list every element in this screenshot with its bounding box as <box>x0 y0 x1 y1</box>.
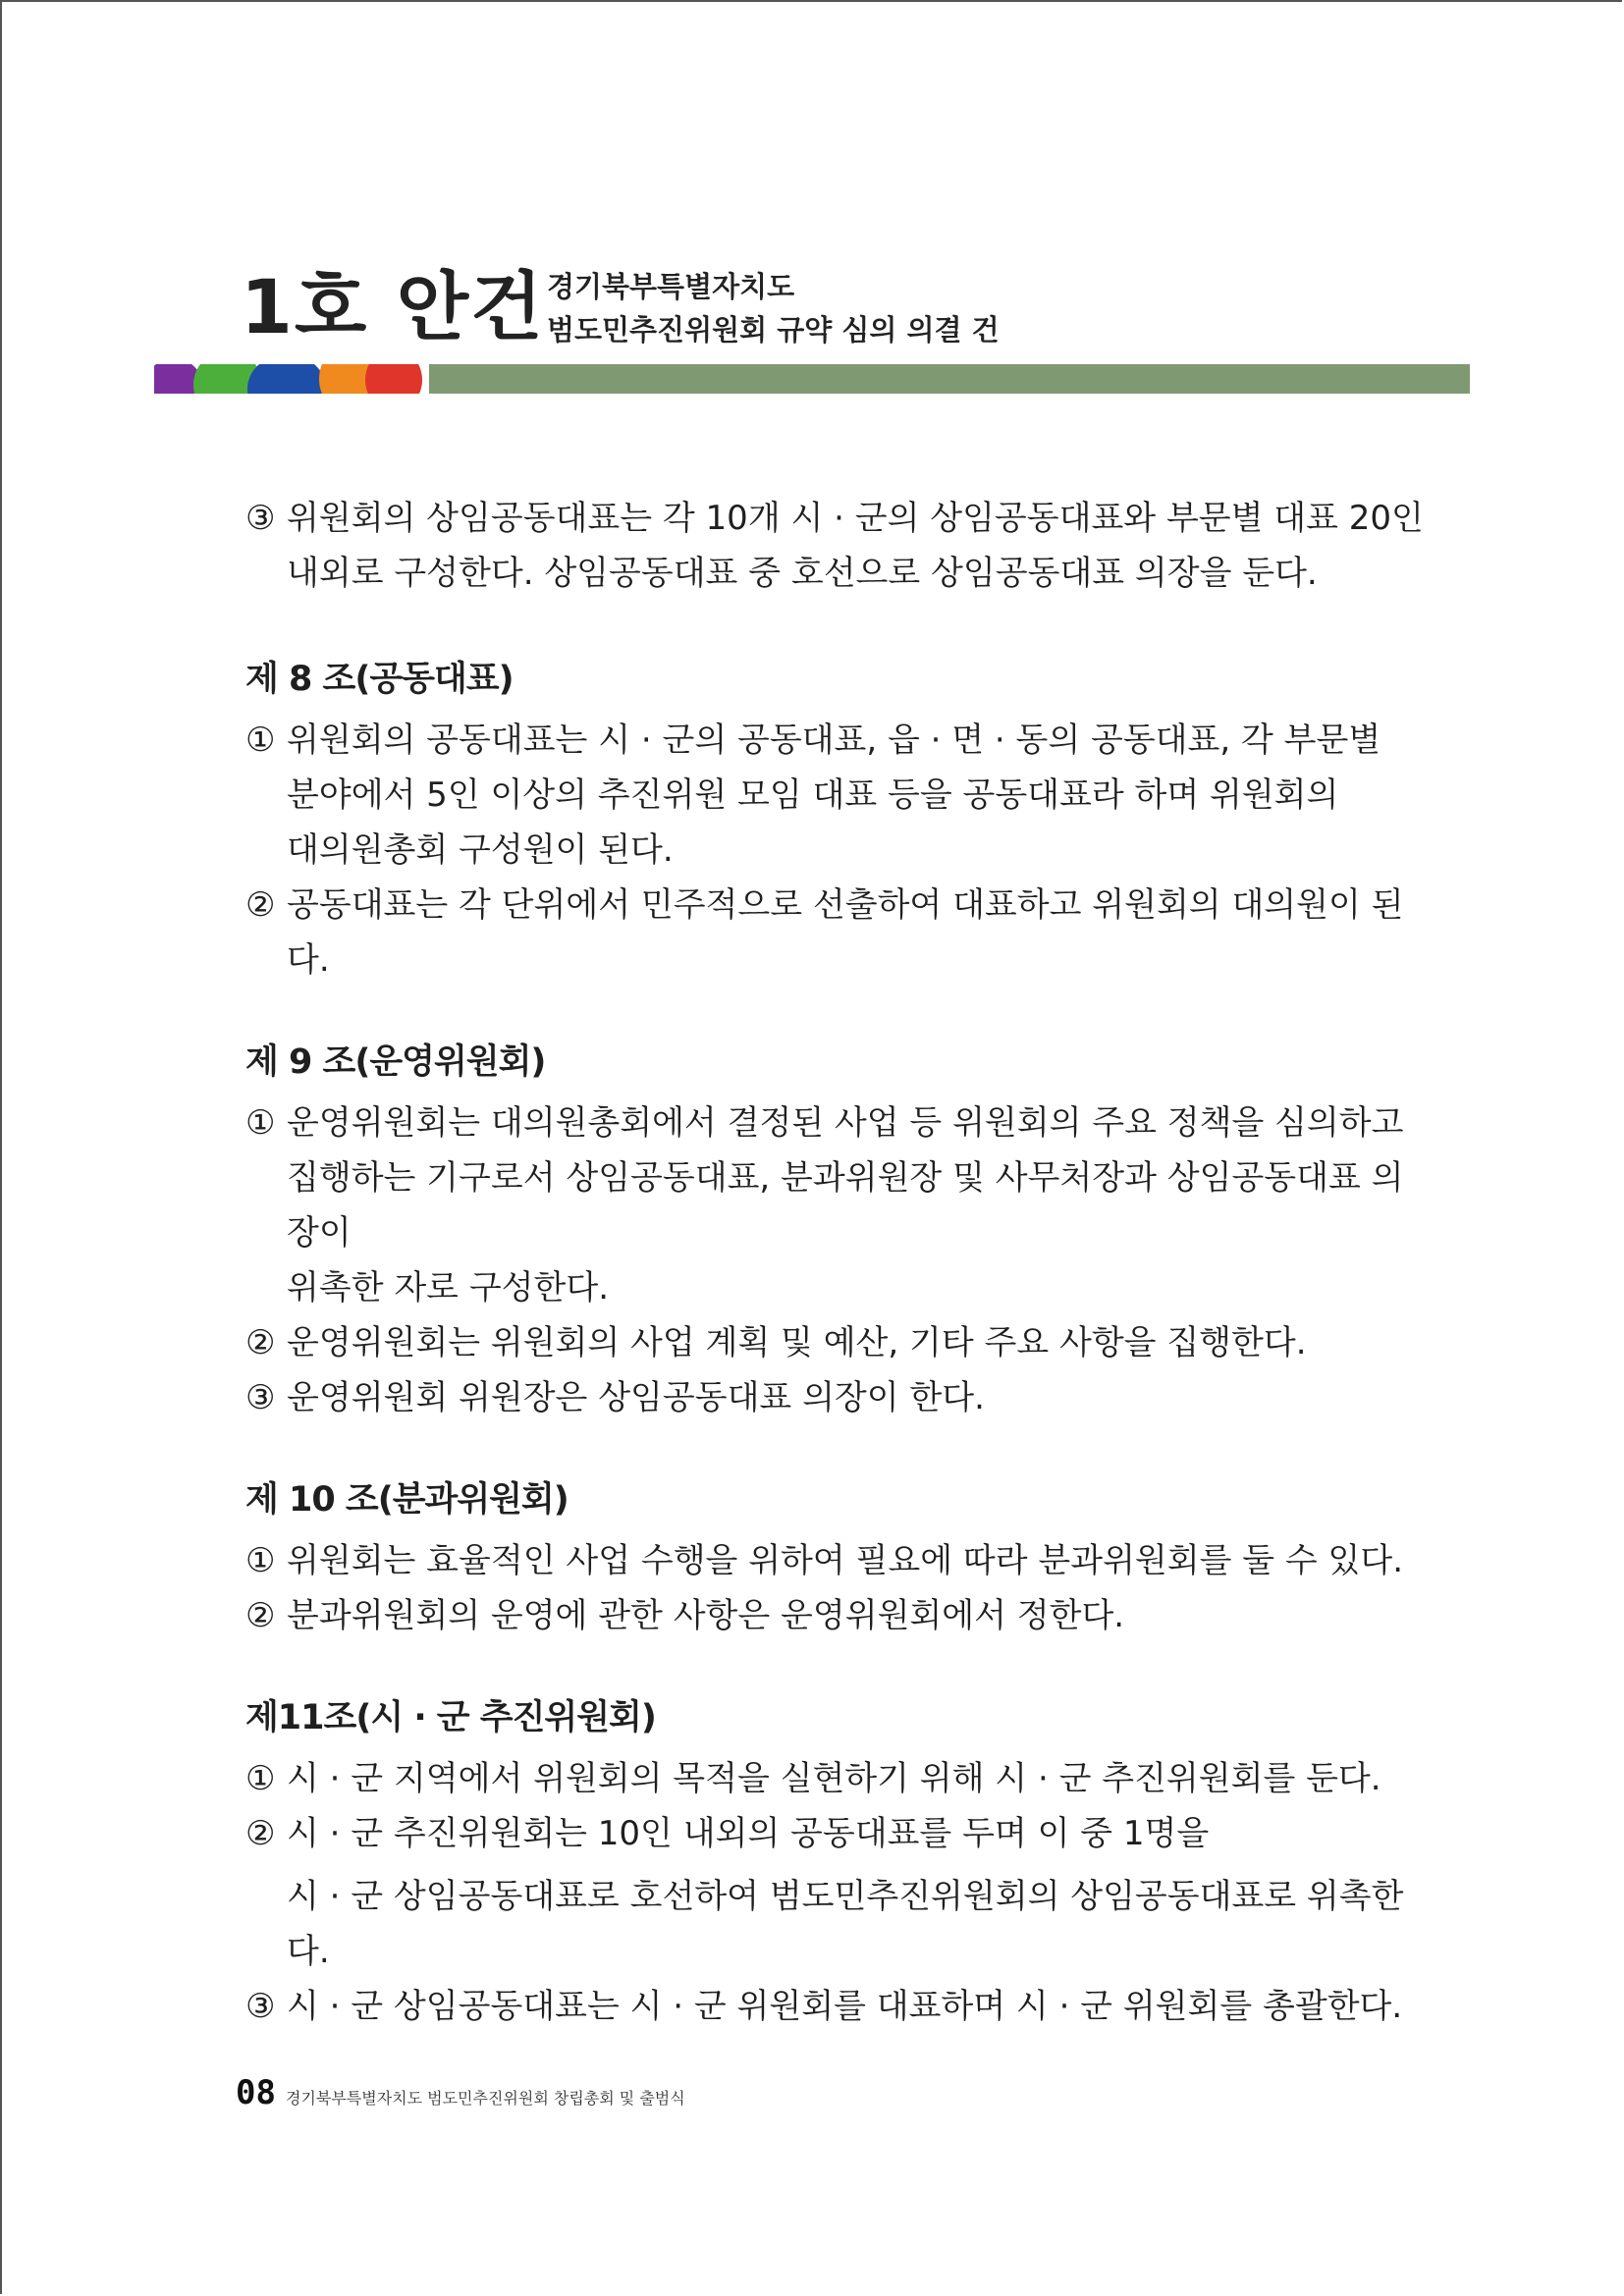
band-blob-blue <box>247 364 326 394</box>
clause-item <box>245 713 1424 878</box>
clause-line: 위원회는 효율적인 사업 수행을 위하여 필요에 따라 분과위원회를 둘 수 있다. <box>287 1541 1404 1580</box>
clause-text <box>287 1370 1424 1425</box>
band-green-bar <box>429 364 1470 394</box>
agenda-subtitle <box>547 265 1000 351</box>
clause-number: ② <box>245 1596 276 1635</box>
agenda-subtitle-line1: 경기북부특별자치도 <box>547 270 795 303</box>
article-section <box>245 1690 1424 2034</box>
clause-text <box>287 491 1424 601</box>
clause-line: 분야에서 5인 이상의 추진위원 모임 대표 등을 공동대표라 하며 위원회의 <box>287 775 1339 815</box>
bylaw-content <box>245 491 1424 2081</box>
clause-line: 운영위원회는 위원회의 사업 계획 및 예산, 기타 주요 사항을 집행한다. <box>287 1323 1307 1362</box>
article-section <box>245 652 1424 988</box>
clause-line: 운영위원회는 대의원총회에서 결정된 사업 등 위원회의 주요 정책을 심의하고 <box>287 1103 1404 1143</box>
clause-line: 내외로 구성한다. 상임공동대표 중 호선으로 상임공동대표 의장을 둔다. <box>287 554 1318 593</box>
clause-number: ② <box>245 1323 276 1362</box>
article-section <box>245 491 1424 601</box>
clause-text <box>287 1806 1424 1979</box>
article-title: 제11조(시 · 군 추진위원회) <box>245 1698 656 1737</box>
clause-number: ① <box>245 1759 276 1798</box>
agenda-subtitle-line2: 범도민추진위원회 규약 심의 의결 건 <box>547 313 1000 347</box>
clause-text <box>287 1315 1424 1370</box>
clause-line: 시 · 군 상임공동대표로 호선하여 범도민추진위원회의 상임공동대표로 위촉한다. <box>287 1877 1404 1971</box>
clause-number: ② <box>245 1814 276 1853</box>
clause-number: ① <box>245 1541 276 1580</box>
clause-number: ③ <box>245 1378 276 1417</box>
clause-item <box>245 1979 1424 2034</box>
page-number: 08 <box>236 2073 276 2112</box>
clause-item <box>245 1751 1424 1806</box>
agenda-number: 1호 안건 <box>241 263 545 350</box>
clause-text <box>287 1095 1424 1315</box>
clause-text <box>287 1979 1424 2034</box>
clause-number: ③ <box>245 499 276 538</box>
clause-text <box>287 1588 1424 1643</box>
clause-item <box>245 1533 1424 1588</box>
clause-number: ② <box>245 885 276 925</box>
article-section <box>245 1035 1424 1425</box>
clause-number: ① <box>245 721 276 760</box>
clause-line: 대의원총회 구성원이 된다. <box>287 830 674 870</box>
article-title: 제 9 조(운영위원회) <box>245 1042 546 1082</box>
article-title: 제 10 조(분과위원회) <box>245 1480 568 1520</box>
band-blob-red <box>365 364 422 394</box>
clause-line: 공동대표는 각 단위에서 민주적으로 선출하여 대표하고 위원회의 대의원이 된다. <box>287 885 1404 980</box>
clause-line: 시 · 군 추진위원회는 10인 내외의 공동대표를 두며 이 중 1명을 <box>287 1814 1210 1853</box>
clause-text <box>287 713 1424 878</box>
clause-item <box>245 1315 1424 1370</box>
article-section <box>245 1472 1424 1643</box>
clause-number: ③ <box>245 1987 276 2026</box>
clause-text <box>287 1533 1424 1588</box>
clause-number: ① <box>245 1103 276 1143</box>
clause-line: 위촉한 자로 구성한다. <box>287 1268 610 1308</box>
clause-item <box>245 1806 1424 1979</box>
clause-item <box>245 1370 1424 1425</box>
page-footer <box>236 2073 685 2112</box>
clause-line: 분과위원회의 운영에 관한 사항은 운영위원회에서 정한다. <box>287 1596 1125 1635</box>
clause-text <box>287 878 1424 988</box>
clause-line: 위원회의 공동대표는 시 · 군의 공동대표, 읍 · 면 · 동의 공동대표, 각 부문별 <box>287 721 1381 760</box>
clause-line: 시 · 군 상임공동대표는 시 · 군 위원회를 대표하며 시 · 군 위원회를 총괄한다. <box>287 1987 1403 2026</box>
clause-line: 운영위원회 위원장은 상임공동대표 의장이 한다. <box>287 1378 985 1417</box>
clause-text <box>287 1751 1424 1806</box>
clause-item <box>245 1095 1424 1315</box>
footer-text: 경기북부특별자치도 범도민추진위원회 창립총회 및 출범식 <box>285 2089 685 2108</box>
clause-line: 집행하는 기구로서 상임공동대표, 분과위원장 및 사무처장과 상임공동대표 의장이 <box>287 1158 1404 1253</box>
clause-item <box>245 878 1424 988</box>
article-title: 제 8 조(공동대표) <box>245 660 514 699</box>
clause-line: 위원회의 상임공동대표는 각 10개 시 · 군의 상임공동대표와 부문별 대표 20인 <box>287 499 1424 538</box>
header-color-band <box>154 364 1470 394</box>
clause-item <box>245 1588 1424 1643</box>
clause-item <box>245 491 1424 601</box>
clause-line: 시 · 군 지역에서 위원회의 목적을 실현하기 위해 시 · 군 추진위원회를 둔다. <box>287 1759 1381 1798</box>
